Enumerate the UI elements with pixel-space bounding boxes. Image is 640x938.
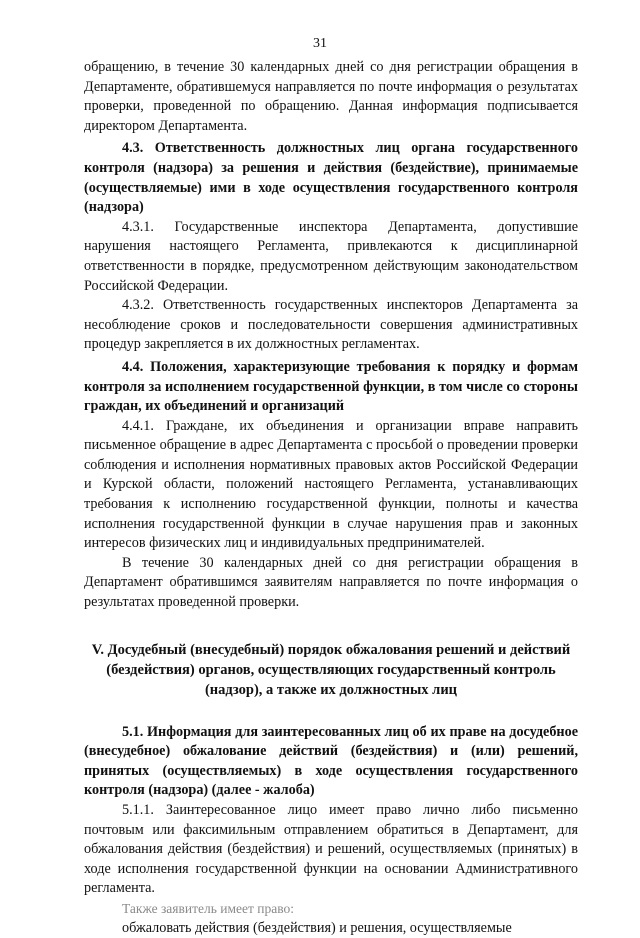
- section-heading-4-4: 4.4. Положения, характеризующие требования к порядку и формам контроля за исполнением государственной функции, в том числе со стороны граждан, их объединений и организаций: [84, 358, 578, 415]
- chapter-title: V. Досудебный (внесудебный) порядок обжалования решений и действий (бездействия) органов, осуществляющих государственный контроль (надзор), а также их должностных лиц: [91, 641, 571, 698]
- section-heading-4-3: 4.3. Ответственность должностных лиц органа государственного контроля (надзора) за решения и действия (бездействие), принимаемые (осуществляемые) ими в ходе осуществления государственного контроля (надзора): [84, 140, 578, 216]
- paragraph-5-1-1: 5.1.1. Заинтересованное лицо имеет право лично либо письменно почтовым или факсимильным отправлением обратиться в Департамент, для обжалования действия (бездействия) и решений, осуществляемых (принятых) в ходе исполнения государственной функции на основании Административного регламента.: [84, 802, 578, 897]
- section-heading-5-1: 5.1. Информация для заинтересованных лиц об их праве на досудебное (внесудебное) обжалование действий (бездействия) и (или) решений, принятых (осуществляемых) в ходе осуществления государственного контроля (надзора) (далее - жалоба): [84, 723, 578, 799]
- paragraph-continuation: обращению, в течение 30 календарных дней со дня регистрации обращения в Департаменте, обратившемуся направляется по почте информация о результатах проверки, проведенной по обращению. Данная информация подписывается директором Департамента.: [84, 59, 578, 134]
- paragraph-4-3-1: 4.3.1. Государственные инспектора Департамента, допустившие нарушения настоящего Регламента, привлекаются к дисциплинарной ответственности в порядке, предусмотренном действующим законодательством Российской Федерации.: [84, 218, 578, 294]
- paragraph-4-4-1: 4.4.1. Граждане, их объединения и организации вправе направить письменное обращение в адрес Департамента с просьбой о проведении проверки соблюдения и исполнения нормативных правовых актов Российской Федерации и Курской области, положений настоящего Регламента, устанавливающих требования к исполнению государственной функции, полноты и качества исполнения государственной функции в случае нарушения прав и законных интересов физических лиц и индивидуальных предпринимателей.: [84, 417, 578, 552]
- paragraph-4-4-2: В течение 30 календарных дней со дня регистрации обращения в Департамент обратившимся заявителям направляется по почте информация о результатах проведенной проверки.: [84, 554, 578, 611]
- paragraph-4-3-2: 4.3.2. Ответственность государственных инспекторов Департамента за несоблюдение сроков и последовательности совершения административных процедур закрепляется в их должностных регламентах.: [84, 297, 578, 353]
- page-number: 31: [313, 36, 327, 51]
- document-body: [84, 58, 578, 938]
- paragraph-cut-off: обжаловать действия (бездействия) и решения, осуществляемые: [122, 919, 512, 936]
- paragraph-also-right: Также заявитель имеет право:: [122, 900, 295, 916]
